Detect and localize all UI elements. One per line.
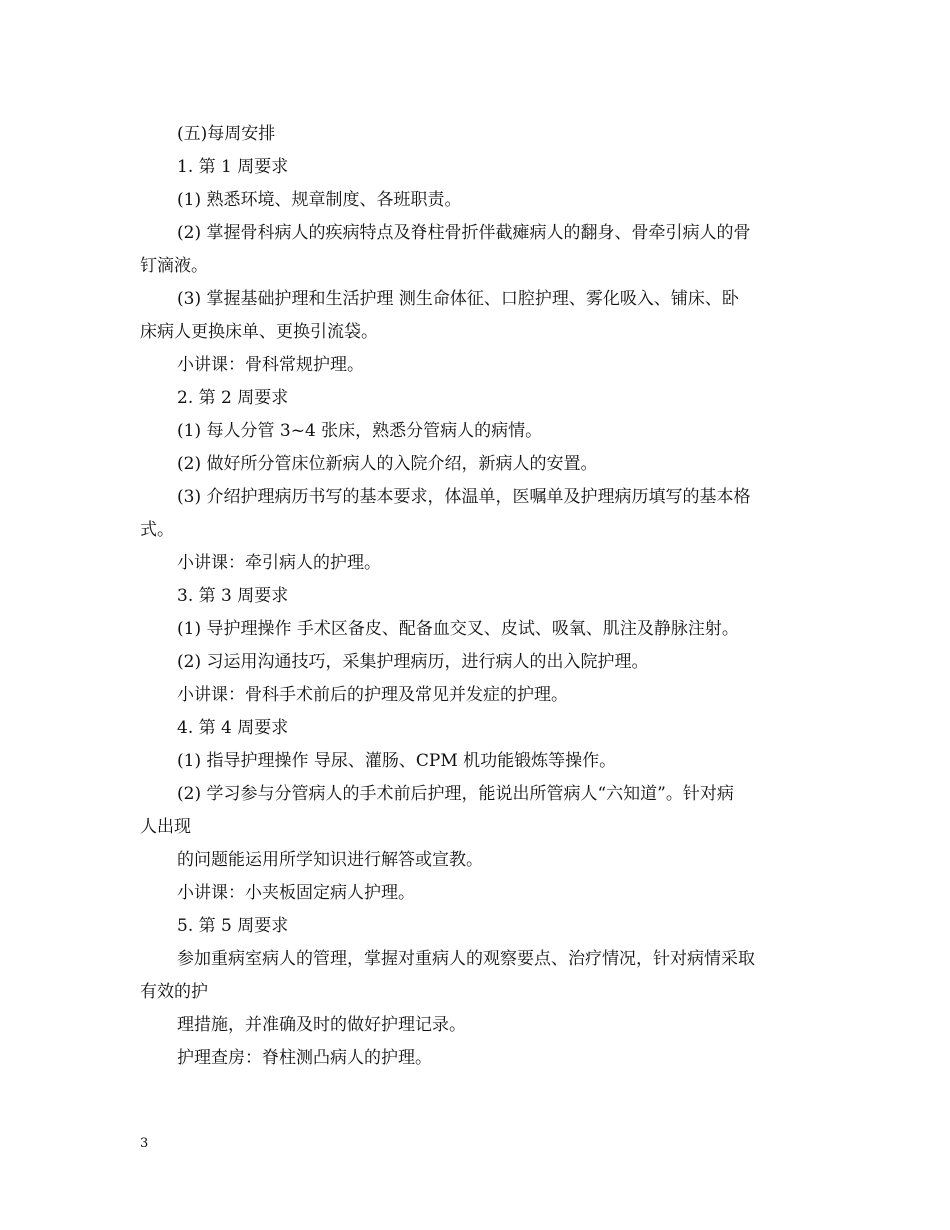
paragraph-line: 钉滴液。 [140,256,208,276]
lecture-line: 小讲课：骨科常规护理。 [177,355,364,375]
week-1-heading: 1. 第 1 周要求 [177,157,289,177]
paragraph-line: 人出现 [140,817,191,837]
paragraph-line: (3) 介绍护理病历书写的基本要求，体温单，医嘱单及护理病历填写的基本格 [177,487,751,507]
lecture-line: 小讲课：牵引病人的护理。 [177,553,381,573]
paragraph-line: (2) 做好所分管床位新病人的入院介绍，新病人的安置。 [177,454,598,474]
week-2-heading: 2. 第 2 周要求 [177,388,289,408]
paragraph-line: (1) 指导护理操作 导尿、灌肠、CPM 机功能锻炼等操作。 [177,751,617,771]
paragraph-line: 床病人更换床单、更换引流袋。 [140,322,378,342]
paragraph-line: (1) 导护理操作 手术区备皮、配备血交叉、皮试、吸氧、肌注及静脉注射。 [177,619,739,639]
week-3-heading: 3. 第 3 周要求 [177,586,289,606]
page-number: 3 [140,1136,149,1151]
paragraph-line: 的问题能运用所学知识进行解答或宣教。 [177,850,483,870]
week-5-heading: 5. 第 5 周要求 [177,916,289,936]
paragraph-line: (2) 学习参与分管病人的手术前后护理，能说出所管病人“六知道”。针对病 [177,784,734,804]
paragraph-line: 有效的护 [140,982,208,1002]
paragraph-line: (2) 掌握骨科病人的疾病特点及脊柱骨折伴截瘫病人的翻身、骨牵引病人的骨 [177,223,751,243]
paragraph-line: 参加重病室病人的管理，掌握对重病人的观察要点、治疗情况，针对病情采取 [177,949,755,969]
paragraph-line: (1) 每人分管 3~4 张床，熟悉分管病人的病情。 [177,421,543,441]
paragraph-line: (1) 熟悉环境、规章制度、各班职责。 [177,190,462,210]
paragraph-line: 式。 [140,520,174,540]
paragraph-line: 理措施，并准确及时的做好护理记录。 [177,1015,466,1035]
ward-round-line: 护理查房：脊柱测凸病人的护理。 [177,1048,432,1068]
lecture-line: 小讲课：骨科手术前后的护理及常见并发症的护理。 [177,685,568,705]
lecture-line: 小讲课：小夹板固定病人护理。 [177,883,415,903]
section-heading: (五)每周安排 [177,124,276,144]
document-body [140,118,820,1075]
week-4-heading: 4. 第 4 周要求 [177,718,289,738]
paragraph-line: (2) 习运用沟通技巧，采集护理病历，进行病人的出入院护理。 [177,652,649,672]
paragraph-line: (3) 掌握基础护理和生活护理 测生命体征、口腔护理、雾化吸入、铺床、卧 [177,289,739,309]
